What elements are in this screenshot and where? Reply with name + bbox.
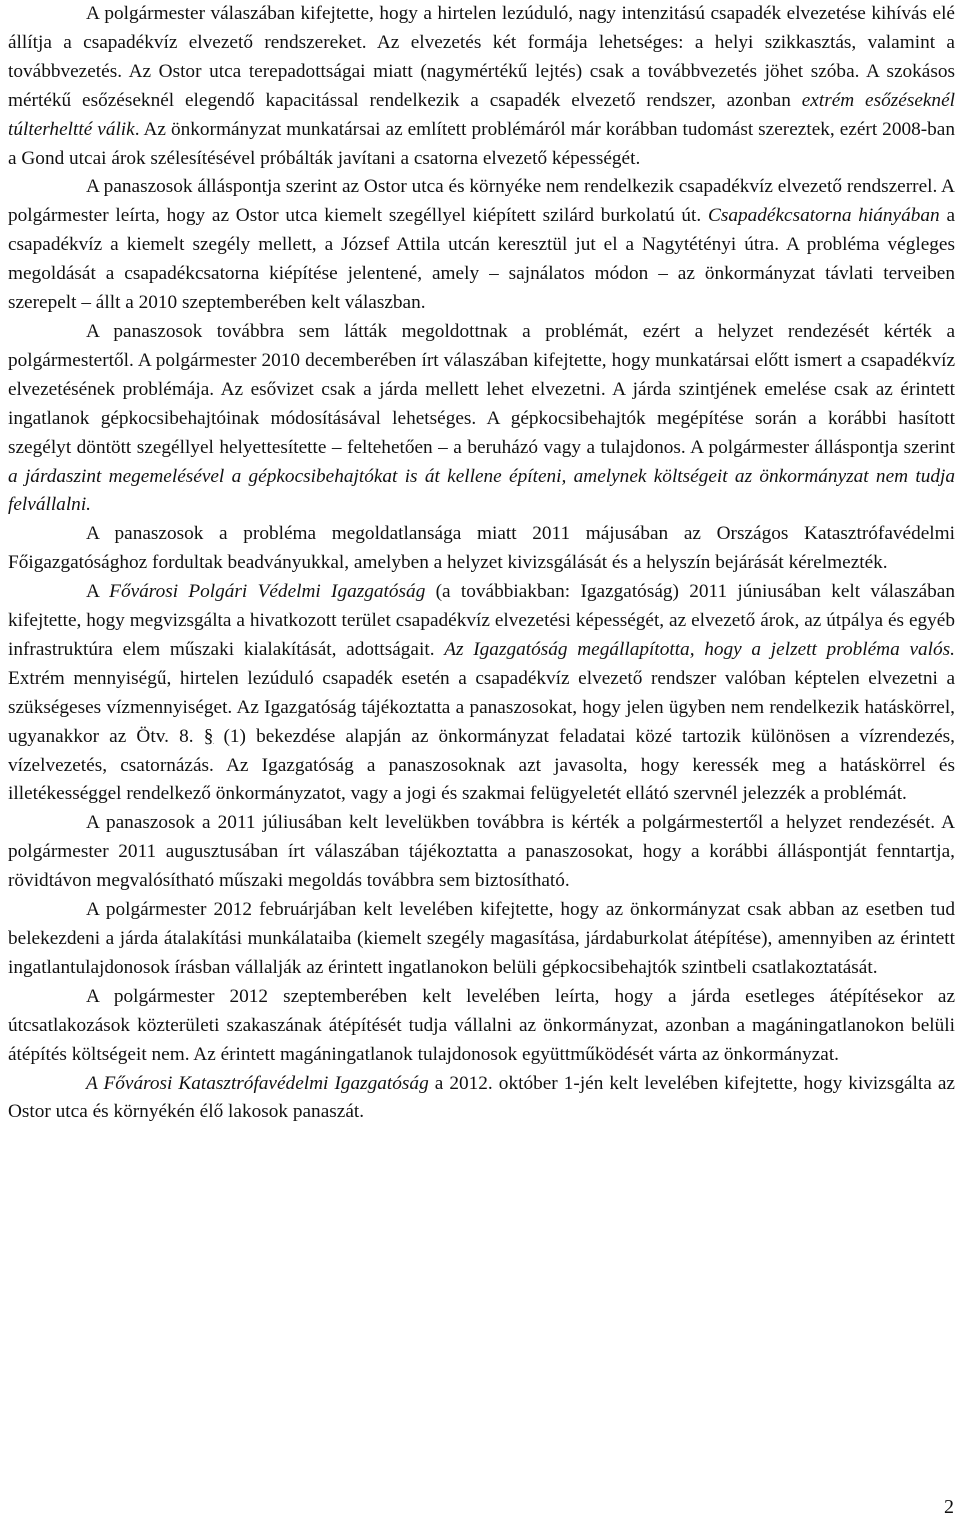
paragraph bbox=[8, 578, 955, 809]
paragraph bbox=[8, 896, 955, 983]
section-sign: § bbox=[203, 725, 214, 747]
text-run: A panaszosok a probléma megoldatlansága miatt 2011 májusában az Országos Katasztrófavédelmi Főigazgatósághoz fordultak beadványukkal, amelyben a helyzet kivizsgálását és a helyszín bejárását kérelmezték. bbox=[8, 523, 955, 574]
text-run: a csapadékvíz a kiemelt szegély mellett, a József Attila utcán keresztül jut el a Nagytétényi útra. A probléma végleges megoldását a csapadékcsatorna kiépítése jelentené, amely – sajnálatos módon – az önkormányzat távlati terveiben szerepelt – állt a 2010 szeptemberében kelt válaszban. bbox=[8, 205, 956, 314]
italic-text: Az Igazgatóság megállapította, hogy a jelzett probléma valós. bbox=[444, 638, 955, 660]
text-run: (a továbbiakban: Igazgatóság) 2011 júniusában kelt válaszában kifejtette, hogy megvizsgálta a hivatkozott terület csapadékvíz elvezetési képességét, az elvezető árok, az útpálya és egyéb infrastruktúra elem műszaki kialakítását, adottságait. bbox=[8, 581, 955, 660]
text-run: (1) bekezdése alapján az önkormányzat feladatai közé tartozik különösen a vízrendezés, vízelvezetés, csatornázás. Az Igazgatóság a panaszosoknak azt javasolta, hogy keressék meg a hatáskörrel és illetékességgel rendelkező önkormányzatot, vagy a jogi és szakmai felügyeletét ellátó szervnél jelezzék a problémát. bbox=[8, 725, 955, 805]
text-run: A bbox=[86, 581, 110, 603]
italic-text: Csapadékcsatorna hiányában bbox=[708, 205, 940, 227]
text-run: A polgármester válaszában kifejtette, hogy a hirtelen lezúduló, nagy intenzitású csapadék elvezetése kihívás elé állítja a csapadékvíz elvezető rendszereket. Az elvezetés két formája lehetséges: a helyi szikkasztás, valamint a továbbvezetés. Az Ostor utca terepadottságai miatt (nagymértékű lejtés) csak a továbbvezetés jöhet szóba. A szokásos mértékű esőzéseknél elegendő kapacitással rendelkezik a csapadék elvezető rendszer, azonban bbox=[8, 3, 955, 111]
paragraph bbox=[8, 809, 955, 896]
paragraph bbox=[8, 173, 955, 318]
text-run: Extrém mennyiségű, hirtelen lezúduló csapadék esetén a csapadékvíz elvezető rendszer valóban képtelen elvezetni a szükségeses vízmennyiséget. Az Igazgatóság tájékoztatta a panaszosokat, hogy jelen ügyben nem rendelkezik hatáskörrel, ugyanakkor az Ötv. 8. bbox=[8, 667, 955, 747]
page-number: 2 bbox=[944, 1496, 954, 1518]
paragraph bbox=[8, 520, 955, 578]
text-run: A panaszosok álláspontja szerint az Ostor utca és környéke nem rendelkezik csapadékvíz elvezető rendszerrel. A polgármester leírta, hogy az Ostor utca kiemelt szegéllyel kiépített szilárd burkolatú út. bbox=[8, 176, 955, 227]
text-run: A polgármester 2012 februárjában kelt levelében kifejtette, hogy az önkormányzat csak abban az esetben tud belekezdeni a járda átalakítási munkálataiba (kiemelt szegély magasítása, járdaburkolat átépítése), amennyiben az érintett ingatlantulajdonosok írásban vállalják az érintett ingatlanokon belüli gépkocsibehajtók szintbeli csatlakoztatását. bbox=[8, 899, 955, 978]
text-run: A panaszosok továbbra sem látták megoldottnak a problémát, ezért a helyzet rendezését kérték a polgármestertől. A polgármester 2010 decemberében írt válaszában kifejtette, hogy munkatársai előtt ismert a csapadékvíz elvezetésének problémája. Az esővizet csak a járda mellett lehet elvezetni. A járda szintjének emelése csak az érintett ingatlanok gépkocsibehajtóinak módosításával lehetséges. A gépkocsibehajtók megépítése során a korábbi hasított szegélyt döntött szegéllyel helyettesítette – feltehetően – a beruházó vagy a tulajdonos. A polgármester álláspontja szerint bbox=[8, 320, 955, 458]
paragraph bbox=[8, 318, 955, 520]
document-body bbox=[8, 0, 955, 1127]
text-run: A polgármester 2012 szeptemberében kelt levelében leírta, hogy a járda esetleges átépítésekor az útcsatlakozások közterületi szakaszának átépítését tudja vállalni az önkormányzat, azonban a magáningatlanokon belüli átépítés költségeit nem. Az érintett magáningatlanok tulajdonosok együttműködését várta az önkormányzat. bbox=[8, 985, 955, 1065]
paragraph bbox=[8, 0, 955, 173]
text-run: A panaszosok a 2011 júliusában kelt levelükben továbbra is kérték a polgármestertől a helyzet rendezését. A polgármester 2011 augusztusában írt válaszában tájékoztatta a panaszosokat, hogy a korábbi álláspontját fenntartja, rövidtávon megvalósítható műszaki megoldás továbbra sem biztosítható. bbox=[8, 812, 955, 892]
italic-text: extrém esőzéseknél túlterheltté válik bbox=[8, 89, 955, 140]
text-run: a 2012. október 1-jén kelt levelében kifejtette, hogy kivizsgálta az Ostor utca és környékén élő lakosok panaszát. bbox=[8, 1072, 955, 1123]
paragraph bbox=[8, 1070, 955, 1128]
italic-text: A Fővárosi Katasztrófavédelmi Igazgatóság bbox=[86, 1072, 429, 1094]
paragraph bbox=[8, 983, 955, 1070]
text-run: . Az önkormányzat munkatársai az említett problémáról már korábban tudomást szereztek, ezért 2008-ban a Gond utcai árok szélesítésével próbálták javítani a csatorna elvezető képességét. bbox=[8, 118, 955, 169]
italic-text: Fővárosi Polgári Védelmi Igazgatóság bbox=[109, 581, 426, 603]
italic-text: a járdaszint megemelésével a gépkocsibehajtókat is át kellene építeni, amelynek költségeit az önkormányzat nem tudja felvállalni. bbox=[8, 465, 955, 516]
